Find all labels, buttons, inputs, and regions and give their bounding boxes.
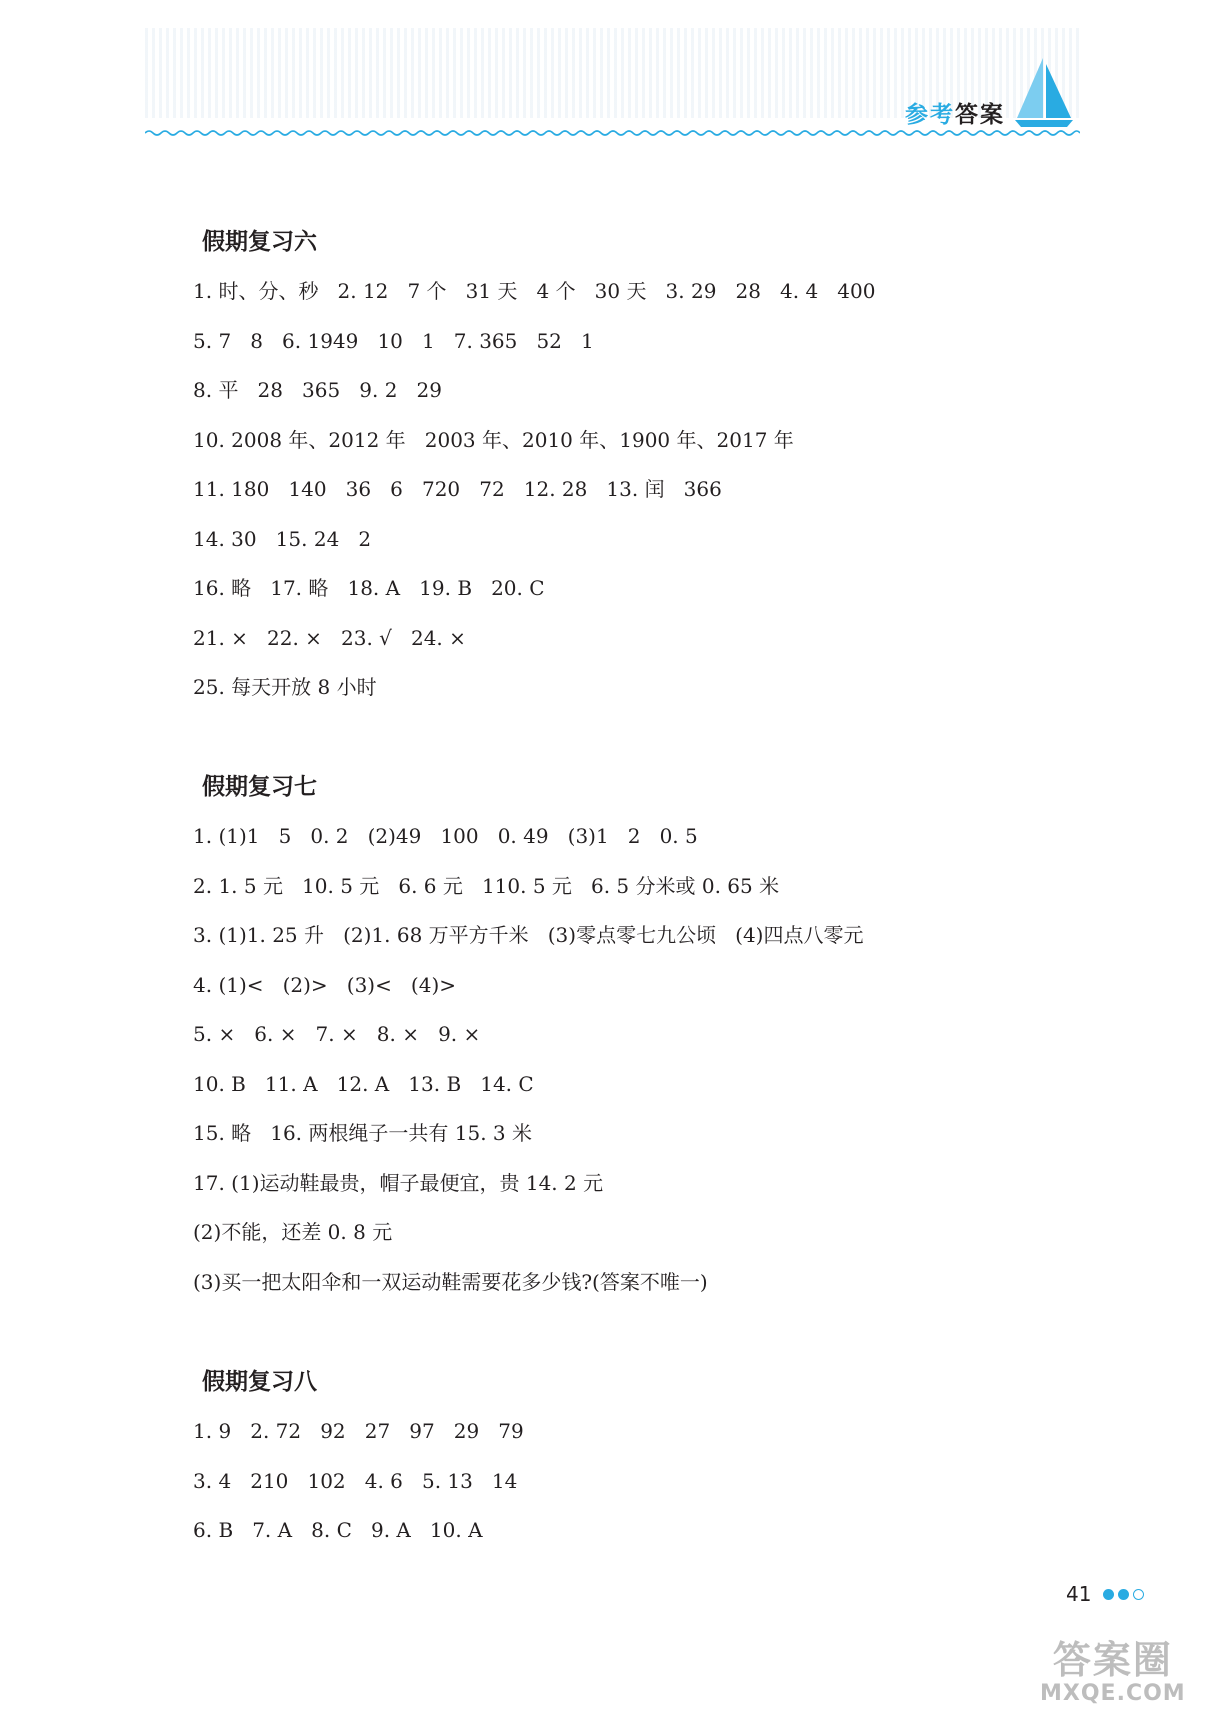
answer-line: 16. 略 17. 略 18. A 19. B 20. C bbox=[193, 576, 545, 600]
answer-line: 3. 4 210 102 4. 6 5. 13 14 bbox=[193, 1468, 518, 1493]
page-number: 41 bbox=[1066, 1582, 1092, 1606]
answer-line: 5. 7 8 6. 1949 10 1 7. 365 52 1 bbox=[193, 328, 594, 353]
watermark-text: 答案圈 bbox=[1052, 1638, 1173, 1682]
section-review-8 bbox=[193, 1367, 1093, 1568]
answer-line: 4. (1)< (2)> (3)< (4)> bbox=[193, 972, 457, 997]
answer-line: 1. (1)1 5 0. 2 (2)49 100 0. 49 (3)1 2 0. 5 bbox=[193, 824, 698, 848]
answer-line: 17. (1)运动鞋最贵，帽子最便宜，贵 14. 2 元 bbox=[193, 1170, 604, 1195]
answer-line: 10. B 11. A 12. A 13. B 14. C bbox=[193, 1071, 534, 1096]
watermark bbox=[1040, 1640, 1186, 1706]
answer-line: 8. 平 28 365 9. 2 29 bbox=[193, 378, 442, 402]
section-review-7 bbox=[193, 772, 1093, 1319]
answer-line: 2. 1. 5 元 10. 5 元 6. 6 元 110. 5 元 6. 5 分米或 0. 65 米 bbox=[193, 873, 780, 898]
answer-line: 6. B 7. A 8. C 9. A 10. A bbox=[193, 1518, 483, 1542]
dot-icon bbox=[1103, 1589, 1114, 1600]
answer-line: (2)不能，还差 0. 8 元 bbox=[193, 1220, 393, 1244]
page-header-title bbox=[905, 96, 1005, 129]
answer-line: 3. (1)1. 25 升 (2)1. 68 万平方千米 (3)零点零七九公顷 (4)四点八零元 bbox=[193, 923, 864, 947]
dot-icon bbox=[1118, 1589, 1129, 1600]
answer-line: (3)买一把太阳伞和一双运动鞋需要花多少钱?(答案不唯一) bbox=[193, 1269, 708, 1294]
header-title-part2: 答案 bbox=[955, 102, 1005, 128]
section-title: 假期复习六 bbox=[202, 229, 317, 255]
watermark-url: MXQE.COM bbox=[1040, 1680, 1186, 1706]
section-title: 假期复习八 bbox=[202, 1369, 317, 1395]
answer-line: 10. 2008 年、2012 年 2003 年、2010 年、1900 年、2017 年 bbox=[193, 427, 794, 452]
answer-line: 1. 9 2. 72 92 27 97 29 79 bbox=[193, 1419, 524, 1443]
page-footer bbox=[1066, 1582, 1144, 1606]
answer-line: 15. 略 16. 两根绳子一共有 15. 3 米 bbox=[193, 1121, 533, 1145]
answer-line: 25. 每天开放 8 小时 bbox=[193, 675, 377, 699]
answer-line: 1. 时、分、秒 2. 12 7 个 31 天 4 个 30 天 3. 29 28 4. 4 400 bbox=[193, 279, 876, 303]
section-title: 假期复习七 bbox=[202, 774, 317, 800]
header-title-part1: 参考 bbox=[905, 102, 955, 128]
section-review-6 bbox=[193, 227, 1093, 725]
answer-line: 5. × 6. × 7. × 8. × 9. × bbox=[193, 1022, 481, 1046]
answer-line: 21. × 22. × 23. √ 24. × bbox=[193, 625, 466, 650]
header-wave-divider bbox=[145, 128, 1080, 138]
answer-line: 14. 30 15. 24 2 bbox=[193, 526, 372, 551]
dot-outline-icon bbox=[1133, 1589, 1144, 1600]
answer-line: 11. 180 140 36 6 720 72 12. 28 13. 闰 366 bbox=[193, 477, 722, 501]
sailboat-icon bbox=[1015, 56, 1075, 128]
